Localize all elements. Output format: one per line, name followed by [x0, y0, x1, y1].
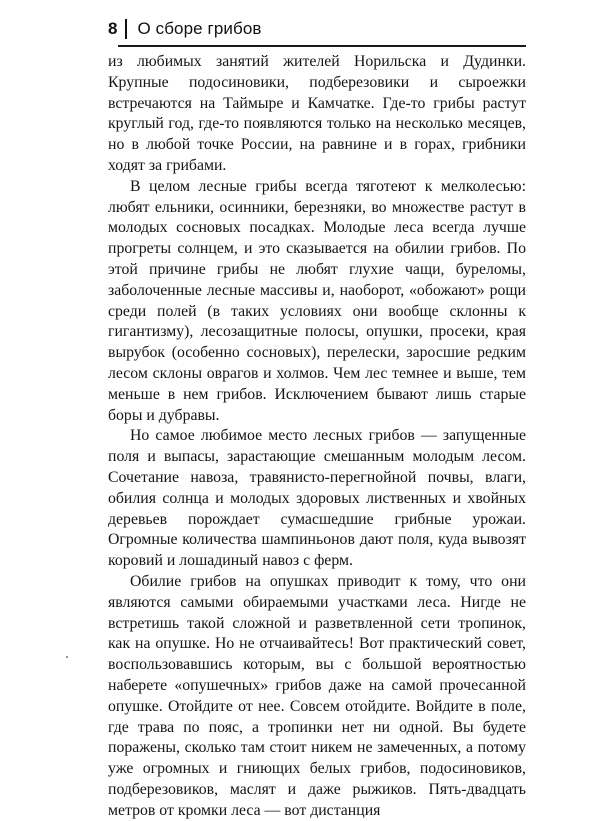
scan-speck	[66, 656, 68, 658]
body-text	[108, 52, 526, 821]
chapter-title: О сборе грибов	[137, 19, 262, 38]
paragraph-1: из любимых занятий жителей Норильска и Дудинки. Крупные подосиновики, подберезовики и сыроежки встречаются на Таймыре и Камчатке. Где-то грибы растут круглый год, где-то появляются только на несколько месяцев, но в любой точке России, на равнине и в горах, грибники ходят за грибами.	[108, 53, 526, 174]
header-separator	[125, 19, 127, 39]
paragraph-3: Но самое любимое место лесных грибов — запущенные поля и выпасы, зарастающие смешанным молодым лесом. Сочетание навоза, травянисто-перегнойной почвы, влаги, обилия солнца и молодых здоровых лиственных и хвойных деревьев порождает сумасшедшие грибные урожаи. Огромные количества шампиньонов дают поля, куда вывозят коровий и лошадиный навоз с ферм.	[108, 427, 526, 570]
page-number: 8	[108, 19, 118, 38]
paragraph-4: Обилие грибов на опушках приводит к тому, что они являются самыми обираемыми участками леса. Нигде не встретишь такой сложной и разветвленной сети тропинок, как на опушке. Но не отчаивайтесь! Вот практический совет, воспользовавшись которым, вы с большой вероятностью наберете «опушечных» грибов даже на самой прочесанной опушке. Отойдите от нее. Совсем отойдите. Войдите в поле, где трава по пояс, а тропинки нет ни одной. Вы будете поражены, сколько там стоит никем не замеченных, а потому уже огромных и гниющих белых грибов, подосиновиков, подберезовиков, маслят и даже рыжиков. Пять-двадцать метров от кромки леса — вот дистанция	[108, 572, 526, 819]
running-head	[108, 14, 262, 44]
header-rule	[118, 45, 526, 47]
paragraph-2: В целом лесные грибы всегда тяготеют к мелколесью: любят ельники, осинники, березняки, во множестве растут в молодых сосновых посадках. Молодые леса всегда лучше прогреты солнцем, и это сказывается на обилии грибов. По этой причине грибы не любят глухие чащи, буреломы, заболоченные лесные массивы и, наоборот, «обожают» рощи среди полей (в таких условиях они вообще склонны к гигантизму), лесозащитные полосы, опушки, просеки, края вырубок (особенно сосновых), перелески, заросшие редким лесом склоны оврагов и холмов. Чем лес темнее и выше, тем меньше в нем грибов. Исключением бывают лишь старые боры и дубравы.	[108, 177, 526, 424]
